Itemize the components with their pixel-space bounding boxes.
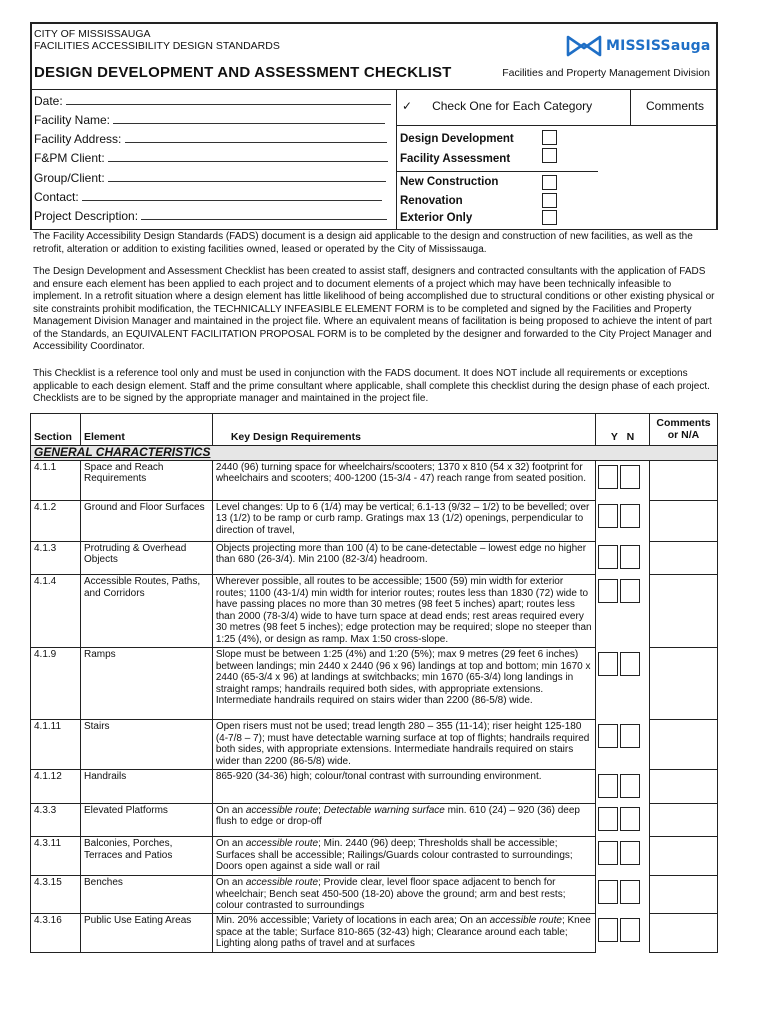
table-row: [31, 914, 718, 953]
divider: [396, 171, 598, 172]
page-title: DESIGN DEVELOPMENT AND ASSESSMENT CHECKLIST: [34, 64, 452, 81]
key-requirements-header: Key Design Requirements: [212, 414, 595, 446]
purpose-paragraph: The Design Development and Assessment Checklist has been created to assist staff, designers and contracted consultants with the application of FADS and ensure each element has been applied to each project and to document elements of a project which may have been technically infeasible to implement. In a retrofit situation where a design element has little likelihood of being accomplished due to structural conditions or other existing physical or site constraints prohibit modification, the TECHNICALLY INFEASIBLE ELEMENT FORM is to be completed and signed by the Facilities and Property Management Division Manager and maintained in the project file. Where an equivalent means of facilitation is being proposed to achieve the intent of part of the Standards, an EQUIVALENT FACILITATION PROPOSAL FORM is to be completed by the designer and forwarded to the City Project Manager and Accessibility Coordinator.: [33, 266, 715, 352]
no-checkbox[interactable]: [620, 579, 640, 603]
requirement-cell: Slope must be between 1:25 (4%) and 1:20 (5%); max 9 metres (29 feet 6 inches) between landings; min 2440 x 2440 (96 x 96) landings at top and bottom; min 1670 x 2440 (65-3/4 x 96) at landings at switchbacks; min 1670 (65-3/4) long landings in straight ramps; handrails required both sides, with appropriate extensions. Intermediate handrails required on stairs wider than 2200 (86-5/8) wide.: [212, 648, 595, 720]
requirement-cell: On an accessible route; Detectable warning surface min. 610 (24) – 920 (36) deep flush to edge or drop-off: [212, 803, 595, 837]
element-cell: Elevated Platforms: [80, 803, 212, 837]
yes-checkbox[interactable]: [598, 579, 618, 603]
section-header: Section: [31, 414, 81, 446]
group-client-field[interactable]: Group/Client:: [34, 171, 386, 185]
section-cell: 4.3.15: [31, 876, 81, 914]
logo-mark-icon: [566, 34, 602, 58]
section-cell: 4.3.16: [31, 914, 81, 953]
table-row: [31, 575, 718, 648]
fpm-client-field[interactable]: F&PM Client:: [34, 151, 388, 165]
yes-checkbox[interactable]: [598, 807, 618, 831]
requirement-cell: On an accessible route; Provide clear, level floor space adjacent to bench for wheelchair; Bench seat 450-500 (18-20) above the ground; arm and best rests; colour contrasted to surroundings: [212, 876, 595, 914]
requirement-cell: 865-920 (34-36) high; colour/tonal contrast with surrounding environment.: [212, 770, 595, 804]
comment-cell[interactable]: [650, 460, 718, 500]
table-row: [31, 837, 718, 876]
date-field[interactable]: Date:: [34, 94, 391, 108]
section-cell: 4.3.3: [31, 803, 81, 837]
exterior-only-checkbox[interactable]: [542, 210, 557, 225]
no-checkbox[interactable]: [620, 880, 640, 904]
no-checkbox[interactable]: [620, 724, 640, 748]
divider: [396, 89, 397, 229]
requirement-cell: Objects projecting more than 100 (4) to be cane-detectable – lowest edge no higher than 680 (26-3/4). Min 2100 (82-3/4) headroom.: [212, 541, 595, 575]
comment-cell[interactable]: [650, 541, 718, 575]
section-cell: 4.1.11: [31, 720, 81, 770]
table-row: [31, 460, 718, 500]
division-name: Facilities and Property Management Division: [502, 67, 710, 79]
comment-cell[interactable]: [650, 500, 718, 541]
no-checkbox[interactable]: [620, 504, 640, 528]
checklist-table: [30, 413, 718, 953]
yes-checkbox[interactable]: [598, 504, 618, 528]
comment-cell[interactable]: [650, 575, 718, 648]
group-row: [31, 446, 718, 461]
facility-assessment-label: Facility Assessment: [400, 153, 511, 165]
mississauga-logo: [566, 34, 711, 58]
contact-field[interactable]: Contact:: [34, 190, 382, 204]
exterior-only-label: Exterior Only: [400, 212, 473, 224]
comment-cell[interactable]: [650, 720, 718, 770]
comment-cell[interactable]: [650, 914, 718, 953]
comment-cell[interactable]: [650, 770, 718, 804]
logo-text: MISSISSauga: [606, 38, 711, 54]
element-cell: Ground and Floor Surfaces: [80, 500, 212, 541]
no-checkbox[interactable]: [620, 545, 640, 569]
yn-cell: [596, 575, 650, 648]
element-cell: Balconies, Porches, Terraces and Patios: [80, 837, 212, 876]
divider: [30, 89, 718, 90]
yn-cell: [596, 720, 650, 770]
standards-name: FACILITIES ACCESSIBILITY DESIGN STANDARDS: [34, 40, 280, 52]
yes-checkbox[interactable]: [598, 724, 618, 748]
section-cell: 4.1.3: [31, 541, 81, 575]
element-cell: Space and Reach Requirements: [80, 460, 212, 500]
divider: [396, 125, 718, 126]
yes-checkbox[interactable]: [598, 545, 618, 569]
check-mark-icon: ✓: [402, 99, 413, 113]
facility-address-field[interactable]: Facility Address:: [34, 132, 387, 146]
table-row: [31, 803, 718, 837]
requirement-cell: Min. 20% accessible; Variety of locations in each area; On an accessible route; Knee space at the table; Surface 810-865 (32-43) high; Clearance around each table; Lighting along paths of travel and at surfaces: [212, 914, 595, 953]
yn-cell: [596, 837, 650, 876]
yes-checkbox[interactable]: [598, 880, 618, 904]
check-category-header: ✓ Check One for Each Category: [402, 99, 593, 113]
no-checkbox[interactable]: [620, 807, 640, 831]
comments-header: Comments: [646, 99, 705, 113]
yn-cell: [596, 648, 650, 720]
group-title: GENERAL CHARACTERISTICS: [31, 446, 718, 461]
facility-assessment-checkbox[interactable]: [542, 148, 557, 163]
table-header-row: [31, 414, 718, 446]
section-cell: 4.1.9: [31, 648, 81, 720]
requirement-cell: Level changes: Up to 6 (1/4) may be vertical; 6.1-13 (9/32 – 1/2) to be bevelled; over 13 (1/2) to be ramp or curb ramp. Gratings max 13 (1/2) openings, perpendicular to direction of travel,: [212, 500, 595, 541]
table-row: [31, 648, 718, 720]
divider: [30, 229, 718, 230]
yn-cell: [596, 500, 650, 541]
yn-cell: [596, 541, 650, 575]
comments-na-header: Comments or N/A: [650, 414, 718, 446]
facility-name-field[interactable]: Facility Name:: [34, 113, 385, 127]
yn-header: Y N: [596, 414, 650, 446]
no-checkbox[interactable]: [620, 774, 640, 798]
comment-cell[interactable]: [650, 837, 718, 876]
new-construction-checkbox[interactable]: [542, 175, 557, 190]
project-description-field[interactable]: Project Description:: [34, 209, 387, 223]
yes-checkbox[interactable]: [598, 918, 618, 942]
design-development-checkbox[interactable]: [542, 130, 557, 145]
intro-paragraph: The Facility Accessibility Design Standards (FADS) document is a design aid applicable to the design and construction of new facilities, as well as the retrofit, alteration or addition to existing facilities owned, leased or operated by the City of Mississauga.: [33, 231, 693, 255]
element-cell: Stairs: [80, 720, 212, 770]
divider: [630, 89, 631, 126]
yes-checkbox[interactable]: [598, 465, 618, 489]
comment-cell[interactable]: [650, 803, 718, 837]
city-name: CITY OF MISSISSAUGA: [34, 28, 151, 40]
renovation-label: Renovation: [400, 195, 463, 207]
section-cell: 4.1.1: [31, 460, 81, 500]
yn-cell: [596, 914, 650, 953]
element-header: Element: [80, 414, 212, 446]
table-row: [31, 500, 718, 541]
yes-checkbox[interactable]: [598, 841, 618, 865]
no-checkbox[interactable]: [620, 652, 640, 676]
comment-cell[interactable]: [650, 876, 718, 914]
element-cell: Accessible Routes, Paths, and Corridors: [80, 575, 212, 648]
element-cell: Protruding & Overhead Objects: [80, 541, 212, 575]
requirement-cell: Wherever possible, all routes to be accessible; 1500 (59) min width for exterior routes; 1100 (43-1/4) min width for interior routes; routes less than 1830 (72) wide to have passing places no more than 30 metres (98 feet 5 inches) apart; routes less than 2000 (78-3/4) wide to have turn space at dead ends; rest areas required every 30 metres (98 feet 5 inches); edge protection may be required; slope no steeper than 1:25 (4%), or design as ramp. Max 1:50 cross-slope.: [212, 575, 595, 648]
usage-paragraph: This Checklist is a reference tool only and must be used in conjunction with the FADS document. It does NOT include all requirements or exceptions applicable to each design element. Staff and the prime consultant where applicable, shall complete this checklist during the design phase of each project. Checklists are to be signed by the appropriate manager and maintained in the project file.: [33, 368, 710, 404]
section-cell: 4.1.4: [31, 575, 81, 648]
yes-checkbox[interactable]: [598, 652, 618, 676]
section-cell: 4.1.2: [31, 500, 81, 541]
table-row: [31, 720, 718, 770]
renovation-checkbox[interactable]: [542, 193, 557, 208]
table-row: [31, 541, 718, 575]
element-cell: Benches: [80, 876, 212, 914]
requirement-cell: 2440 (96) turning space for wheelchairs/scooters; 1370 x 810 (54 x 32) footprint for wheelchairs and scooters; 400-1200 (15-3/4 - 47) reach range from seated position.: [212, 460, 595, 500]
no-checkbox[interactable]: [620, 841, 640, 865]
element-cell: Public Use Eating Areas: [80, 914, 212, 953]
yn-cell: [596, 770, 650, 804]
new-construction-label: New Construction: [400, 176, 499, 188]
design-development-label: Design Development: [400, 133, 514, 145]
table-row: [31, 876, 718, 914]
requirement-cell: On an accessible route; Min. 2440 (96) deep; Thresholds shall be accessible; Surfaces shall be accessible; Railings/Guards colour contrasted to surroundings; Doors open against a side wall or rail: [212, 837, 595, 876]
element-cell: Handrails: [80, 770, 212, 804]
table-row: [31, 770, 718, 804]
header-org: [34, 28, 280, 52]
yes-checkbox[interactable]: [598, 774, 618, 798]
section-cell: 4.3.11: [31, 837, 81, 876]
yn-cell: [596, 876, 650, 914]
requirement-cell: Open risers must not be used; tread length 280 – 355 (11-14); riser height 125-180 (4-7/8 – 7); must have detectable warning surface at top of flights; handrails required both sides, with appropriate extensions. Intermediate handrails required on stairs wider than 2200 (86-5/8) wide.: [212, 720, 595, 770]
no-checkbox[interactable]: [620, 465, 640, 489]
section-cell: 4.1.12: [31, 770, 81, 804]
no-checkbox[interactable]: [620, 918, 640, 942]
yn-cell: [596, 460, 650, 500]
element-cell: Ramps: [80, 648, 212, 720]
comment-cell[interactable]: [650, 648, 718, 720]
yn-cell: [596, 803, 650, 837]
